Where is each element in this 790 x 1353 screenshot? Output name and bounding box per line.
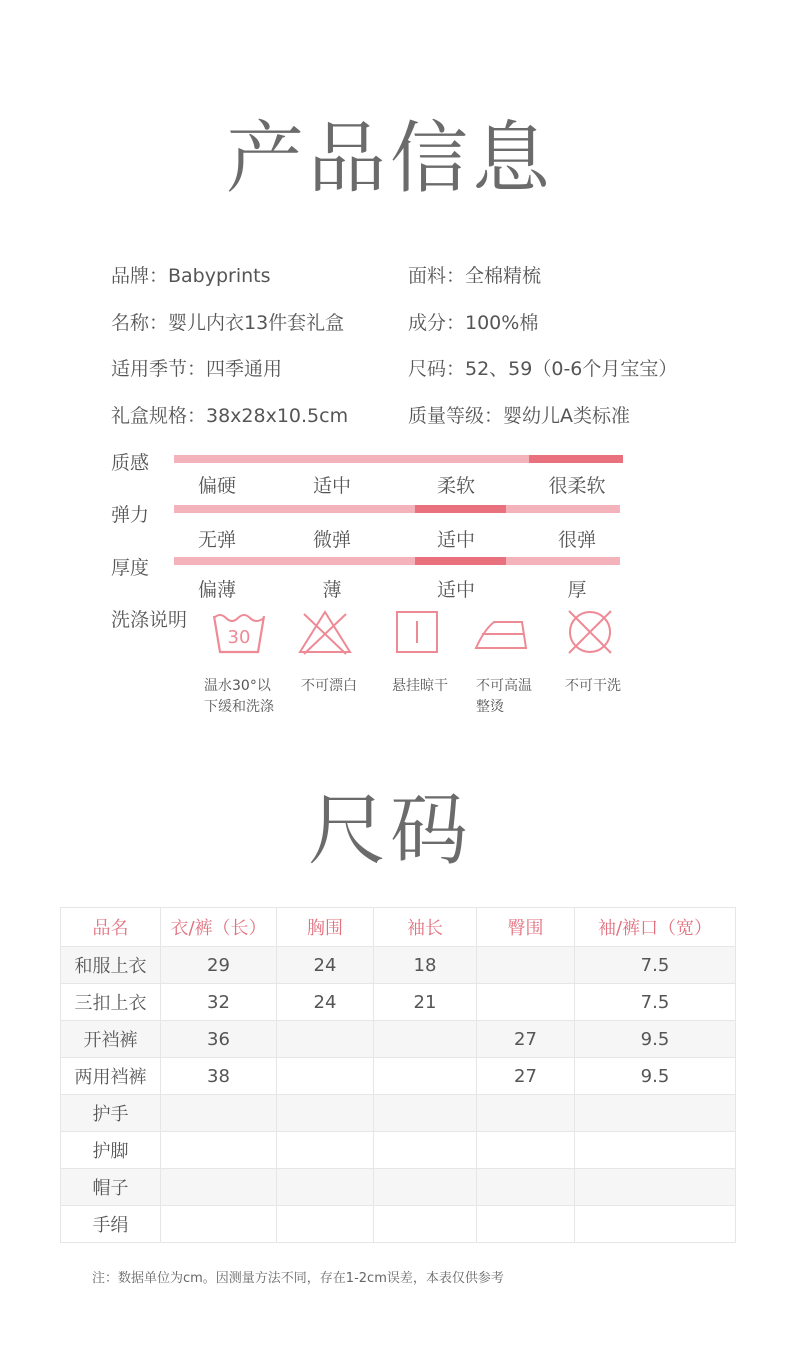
info-box-spec: 礼盒规格：38x28x10.5cm <box>111 405 349 427</box>
wash-text <box>392 676 482 697</box>
product-name-cell: 帽子 <box>61 1169 161 1206</box>
measurement-cell <box>477 1169 575 1206</box>
product-name-cell: 三扣上衣 <box>61 984 161 1021</box>
no-dry-clean-icon <box>561 608 619 656</box>
product-name-cell: 开裆裤 <box>61 1021 161 1058</box>
measurement-note: 注：数据单位为cm。因测量方法不同，存在1-2cm误差，本表仅供参考 <box>92 1271 504 1286</box>
no-bleach-icon <box>296 608 354 656</box>
wash-text-line: 不可高温 <box>476 678 532 694</box>
measurement-cell <box>277 1058 374 1095</box>
table-row <box>61 1058 736 1095</box>
measurement-cell <box>575 1169 736 1206</box>
wash-temp-text: 30 <box>227 627 251 648</box>
measurement-cell <box>374 1132 477 1169</box>
wash-text <box>476 676 566 718</box>
measurement-cell: 7.5 <box>575 947 736 984</box>
measurement-cell <box>374 1206 477 1243</box>
header-cell: 胸围 <box>277 908 374 947</box>
product-name-cell: 和服上衣 <box>61 947 161 984</box>
thickness-level-label: 厚 <box>567 579 587 601</box>
wash-text-line: 温水30°以 <box>204 678 271 694</box>
measurement-cell: 29 <box>161 947 277 984</box>
thickness-level-label: 薄 <box>322 579 342 601</box>
wash-text <box>301 676 391 697</box>
texture-level-label: 很柔软 <box>548 475 606 497</box>
wash-text <box>565 676 655 697</box>
measurement-cell <box>477 984 575 1021</box>
measurement-cell: 32 <box>161 984 277 1021</box>
measurement-cell <box>277 1021 374 1058</box>
size-table-header-row <box>61 908 736 947</box>
wash-instructions-label: 洗涤说明 <box>111 609 188 631</box>
measurement-cell <box>277 1206 374 1243</box>
header-cell: 臀围 <box>477 908 575 947</box>
texture-level-fill <box>529 455 623 463</box>
table-row <box>61 1169 736 1206</box>
measurement-cell <box>575 1132 736 1169</box>
elasticity-level-label: 微弹 <box>312 529 351 551</box>
info-name: 名称：婴儿内衣13件套礼盒 <box>111 312 345 334</box>
product-name-cell: 两用裆裤 <box>61 1058 161 1095</box>
header-cell: 袖/裤口（宽） <box>575 908 736 947</box>
elasticity-level-label: 无弹 <box>197 529 236 551</box>
measurement-cell <box>161 1206 277 1243</box>
size-title: 尺码 <box>308 786 473 876</box>
measurement-cell: 38 <box>161 1058 277 1095</box>
hang-dry-icon <box>388 608 446 656</box>
measurement-cell <box>161 1095 277 1132</box>
measurement-cell <box>374 1095 477 1132</box>
measurement-cell <box>477 1095 575 1132</box>
info-season: 适用季节：四季通用 <box>111 358 283 380</box>
measurement-cell <box>575 1206 736 1243</box>
measurement-cell <box>374 1169 477 1206</box>
measurement-cell <box>575 1095 736 1132</box>
table-row <box>61 1206 736 1243</box>
texture-level-label: 柔软 <box>436 475 475 497</box>
product-info-title: 产品信息 <box>226 114 555 204</box>
measurement-cell: 27 <box>477 1058 575 1095</box>
product-name-cell: 护手 <box>61 1095 161 1132</box>
measurement-cell <box>374 1058 477 1095</box>
attribute-label-texture: 质感 <box>111 452 150 474</box>
measurement-cell: 21 <box>374 984 477 1021</box>
thickness-level-bar <box>174 557 620 565</box>
wash-text-line: 悬挂晾干 <box>392 678 448 694</box>
no-high-iron-icon <box>472 608 530 656</box>
header-cell: 袖长 <box>374 908 477 947</box>
texture-level-bar <box>174 455 623 463</box>
elasticity-level-label: 适中 <box>436 529 475 551</box>
header-cell: 品名 <box>61 908 161 947</box>
info-fabric: 面料：全棉精梳 <box>408 265 542 287</box>
measurement-cell <box>477 1132 575 1169</box>
measurement-cell: 24 <box>277 984 374 1021</box>
info-brand: 品牌：Babyprints <box>111 265 271 287</box>
texture-level-label: 适中 <box>312 475 351 497</box>
thickness-level-label: 适中 <box>436 579 475 601</box>
elasticity-level-bar <box>174 505 620 513</box>
measurement-cell <box>477 947 575 984</box>
elasticity-level-fill <box>415 505 506 513</box>
header-cell: 衣/裤（长） <box>161 908 277 947</box>
measurement-cell <box>277 1169 374 1206</box>
attribute-label-elasticity: 弹力 <box>111 504 150 526</box>
measurement-cell: 27 <box>477 1021 575 1058</box>
wash-text-line: 整烫 <box>476 699 504 715</box>
measurement-cell: 24 <box>277 947 374 984</box>
measurement-cell: 36 <box>161 1021 277 1058</box>
thickness-level-fill <box>415 557 506 565</box>
measurement-cell: 7.5 <box>575 984 736 1021</box>
product-name-cell: 护脚 <box>61 1132 161 1169</box>
measurement-cell <box>277 1095 374 1132</box>
product-name-cell: 手绢 <box>61 1206 161 1243</box>
measurement-cell <box>374 1021 477 1058</box>
table-row <box>61 1095 736 1132</box>
size-table <box>60 907 736 1243</box>
wash-text <box>204 676 294 718</box>
measurement-cell <box>161 1169 277 1206</box>
measurement-cell <box>277 1132 374 1169</box>
measurement-cell <box>477 1206 575 1243</box>
table-row <box>61 1132 736 1169</box>
info-size: 尺码：52、59（0-6个月宝宝） <box>408 358 678 380</box>
elasticity-level-label: 很弹 <box>557 529 596 551</box>
measurement-cell: 9.5 <box>575 1058 736 1095</box>
info-quality-grade: 质量等级：婴幼儿A类标准 <box>408 405 630 427</box>
measurement-cell <box>161 1132 277 1169</box>
wash-30-icon <box>210 610 268 658</box>
wash-text-line: 下缓和洗涤 <box>204 699 274 715</box>
thickness-level-label: 偏薄 <box>197 579 236 601</box>
table-row <box>61 984 736 1021</box>
wash-text-line: 不可干洗 <box>565 678 621 694</box>
table-row <box>61 1021 736 1058</box>
wash-text-line: 不可漂白 <box>301 678 357 694</box>
attribute-label-thickness: 厚度 <box>111 557 150 579</box>
texture-level-label: 偏硬 <box>197 475 236 497</box>
measurement-cell: 18 <box>374 947 477 984</box>
table-row <box>61 947 736 984</box>
info-composition: 成分：100%棉 <box>408 312 539 334</box>
measurement-cell: 9.5 <box>575 1021 736 1058</box>
